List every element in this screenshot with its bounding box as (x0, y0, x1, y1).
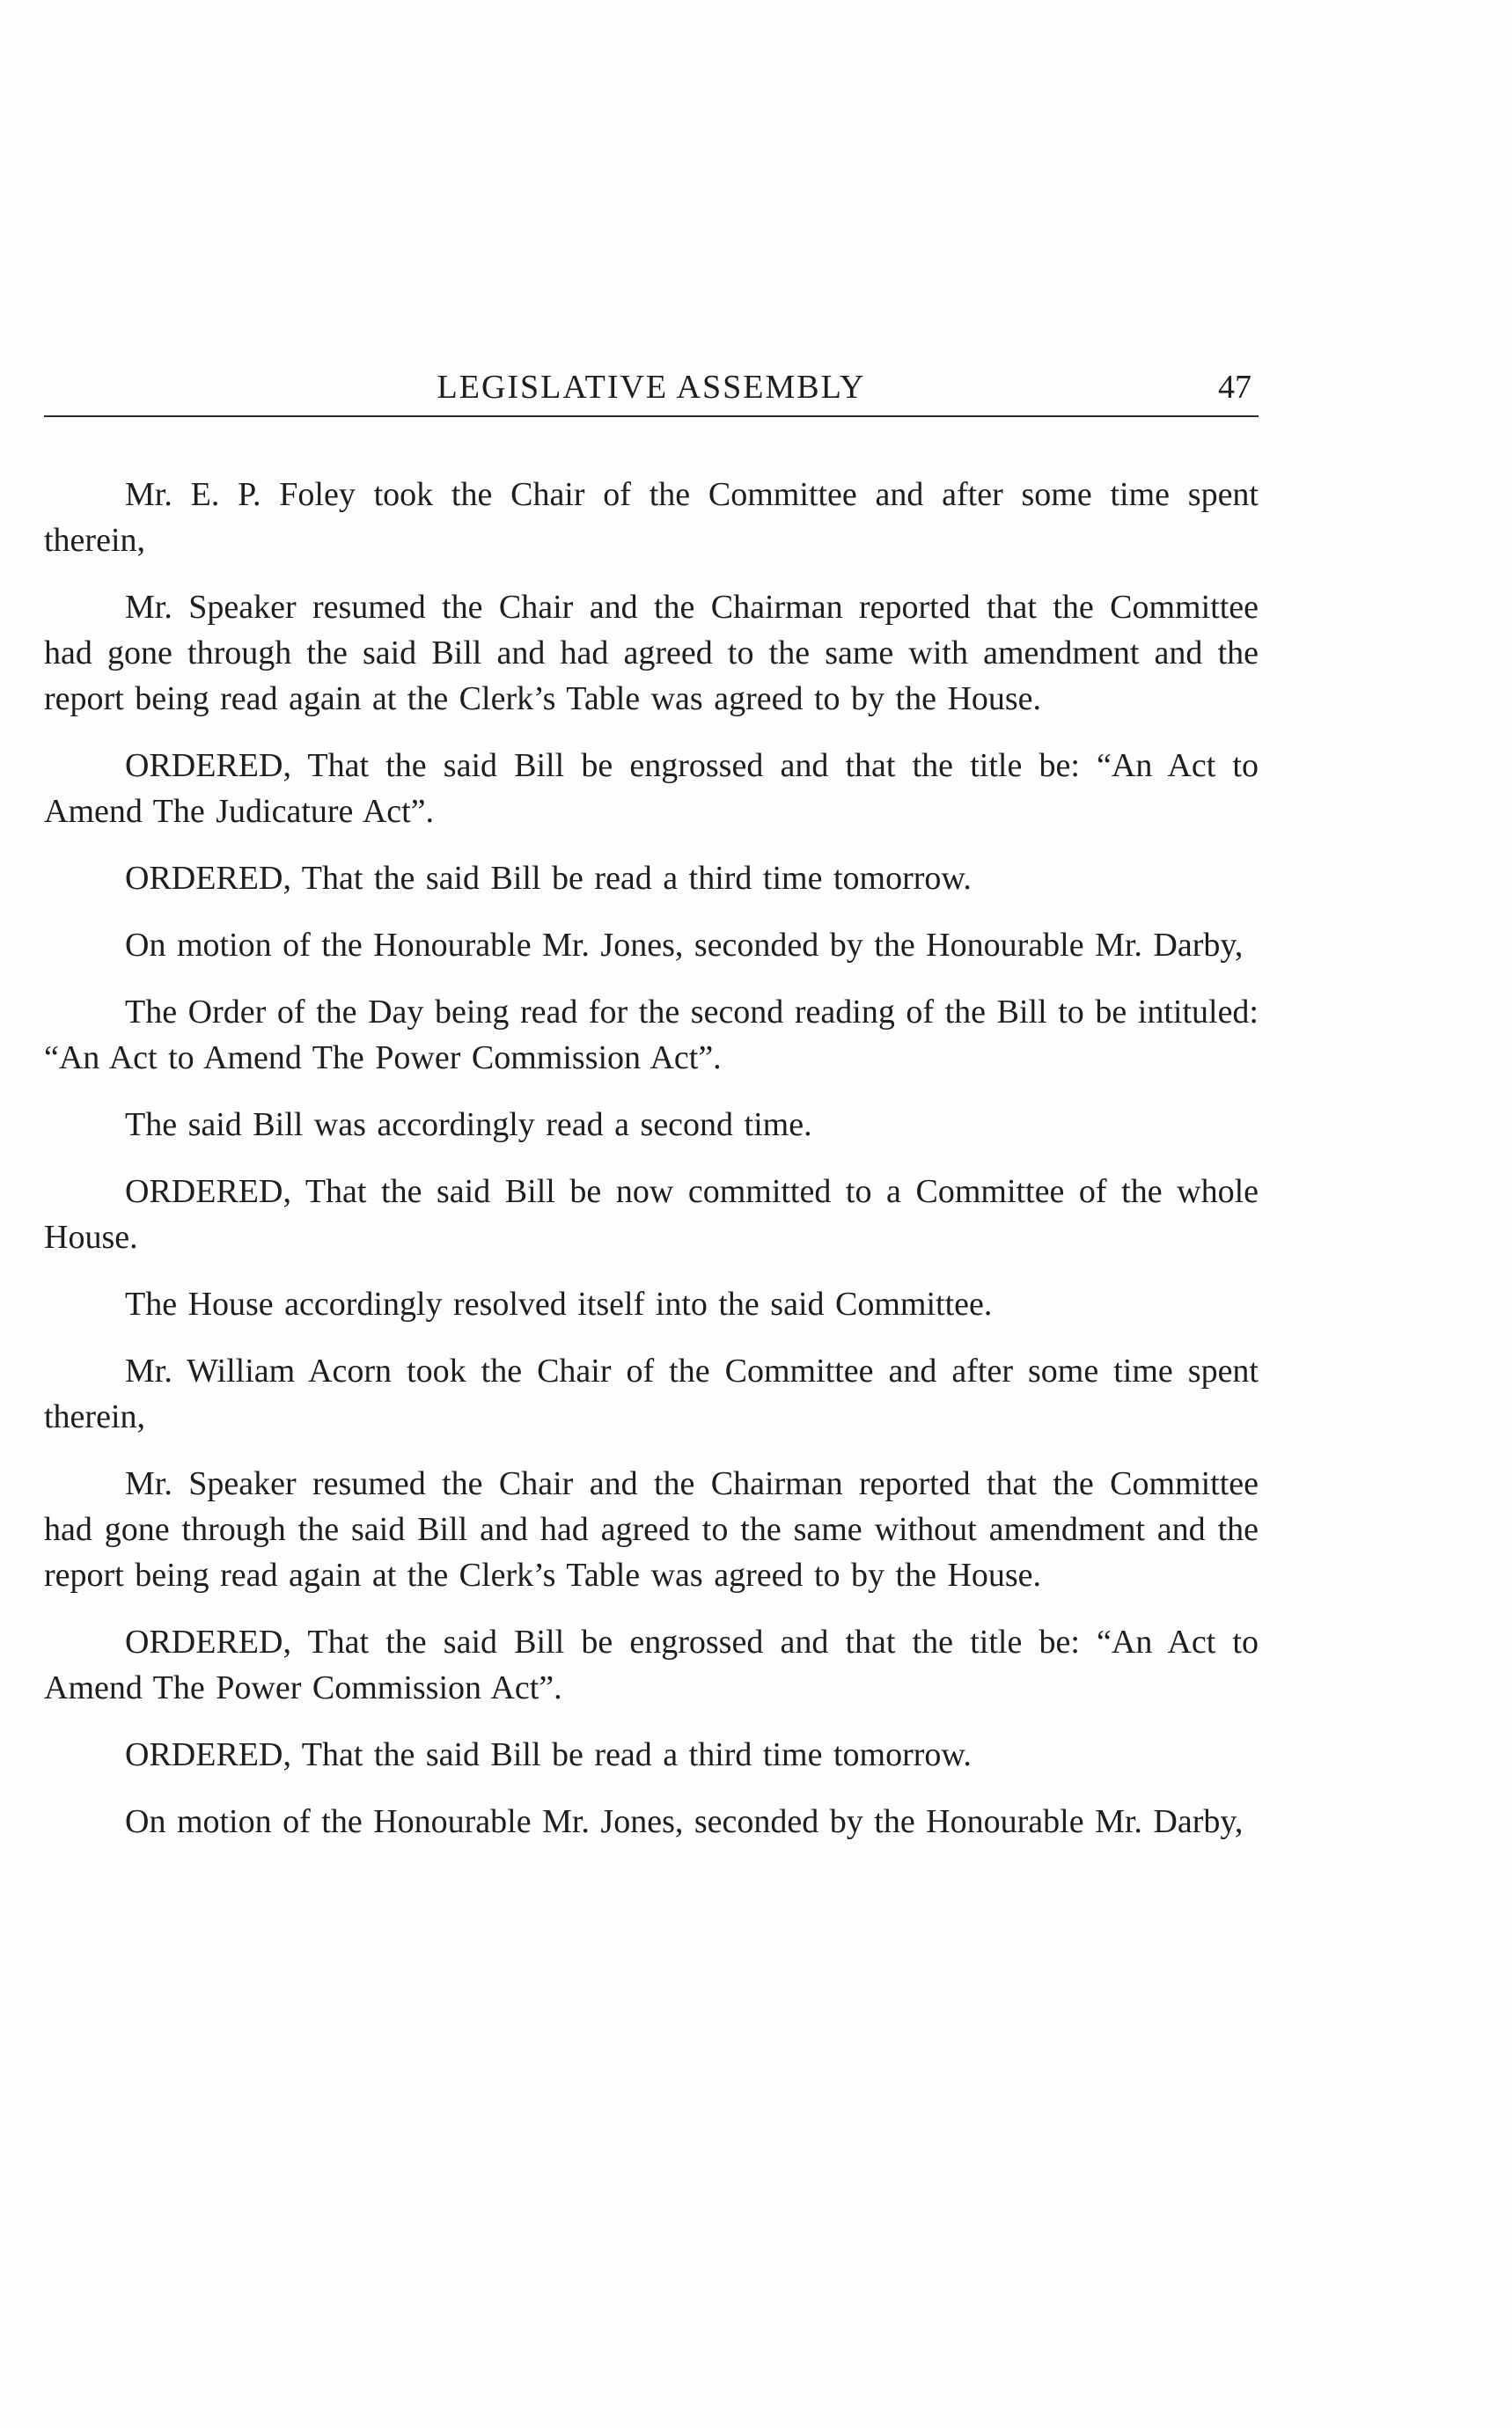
header-title: LEGISLATIVE ASSEMBLY (437, 369, 866, 406)
paragraph-order-of-day-power-commission: The Order of the Day being read for the second reading of the Bill to be intituled: “An Act to Amend The Power Commission Act”. (44, 994, 1259, 1076)
paragraph-second-reading: The said Bill was accordingly read a second time. (125, 1106, 812, 1143)
paragraph-ordered-committed: ORDERED, That the said Bill be now committed to a Committee of the whole House. (44, 1173, 1259, 1256)
body-text (44, 417, 1259, 1845)
paragraph-ordered-engrossed-power-commission: ORDERED, That the said Bill be engrossed and that the title be: “An Act to Amend The Power Commission Act”. (44, 1624, 1259, 1706)
journal-page (44, 361, 1259, 1866)
paragraph-speaker-resumed-1: Mr. Speaker resumed the Chair and the Chairman reported that the Committee had gone through the said Bill and had agreed to the same with amendment and the report being read again at the Clerk’s Table was agreed to by the House. (44, 589, 1259, 717)
paragraph-motion-jones-darby-2: On motion of the Honourable Mr. Jones, seconded by the Honourable Mr. Darby, (125, 1803, 1244, 1840)
paragraph-house-resolved: The House accordingly resolved itself into the said Committee. (125, 1286, 993, 1323)
paragraph-ordered-third-reading-2: ORDERED, That the said Bill be read a third time tomorrow. (125, 1736, 972, 1773)
paragraph-ordered-third-reading-1: ORDERED, That the said Bill be read a third time tomorrow. (125, 860, 972, 897)
running-header (44, 361, 1259, 417)
paragraph-speaker-resumed-2: Mr. Speaker resumed the Chair and the Chairman reported that the Committee had gone through the said Bill and had agreed to the same without amendment and the report being read again at the Clerk’s Table was agreed to by the House. (44, 1465, 1259, 1594)
paragraph-motion-jones-darby-1: On motion of the Honourable Mr. Jones, seconded by the Honourable Mr. Darby, (125, 927, 1244, 964)
paragraph-committee-chair-foley: Mr. E. P. Foley took the Chair of the Committee and after some time spent therein, (44, 476, 1259, 559)
page-number: 47 (1218, 369, 1251, 406)
paragraph-committee-chair-acorn: Mr. William Acorn took the Chair of the Committee and after some time spent therein, (44, 1353, 1259, 1435)
paragraph-ordered-engrossed-judicature: ORDERED, That the said Bill be engrossed and that the title be: “An Act to Amend The Judicature Act”. (44, 747, 1259, 830)
